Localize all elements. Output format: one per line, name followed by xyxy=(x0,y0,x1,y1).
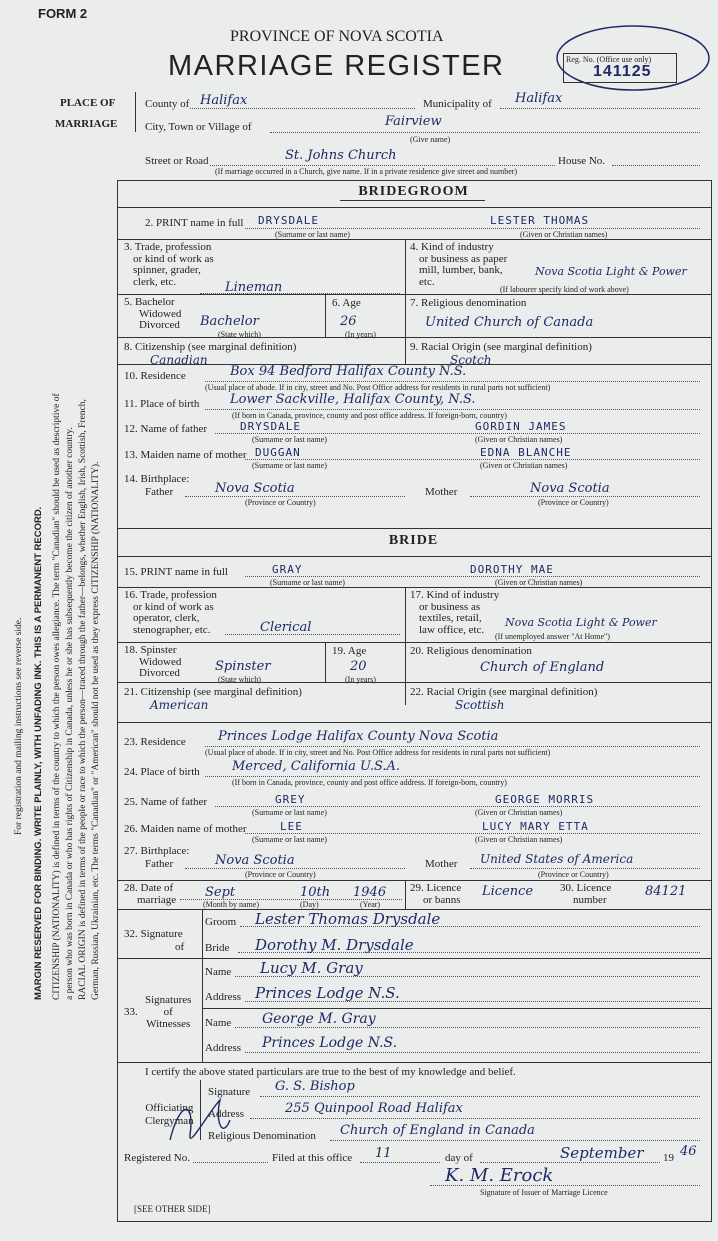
bride-religion-label: 20. Religious denomination xyxy=(410,645,532,657)
groom-citizenship-label: 8. Citizenship (see marginal definition) xyxy=(124,341,297,353)
groom-age-label: 6. Age xyxy=(332,297,361,309)
clergy-flourish xyxy=(160,1080,240,1160)
groom-racial-value: Scotch xyxy=(450,353,492,367)
bride-marital-label: 18. Spinster Widowed Divorced xyxy=(124,644,182,679)
bride-birthplace-note: (If born in Canada, province, county and post office address. If foreign-born, country) xyxy=(232,778,507,787)
marriage-day: 10th xyxy=(300,885,331,900)
bride-age-value: 20 xyxy=(350,659,367,674)
bride-mother-bp-label: Mother xyxy=(425,858,458,870)
street-note: (If marriage occurred in a Church, give name. If in a private residence give street and number) xyxy=(215,167,518,176)
bride-residence-note: (Usual place of abode. If in city, street and No. Post Office address for residents in rural parts not sufficient) xyxy=(205,748,551,757)
groom-marital-note: (State which) xyxy=(218,330,261,339)
groom-birthplace-label: 11. Place of birth xyxy=(124,398,200,410)
licence-number-value: 84121 xyxy=(645,884,687,899)
bride-residence-label: 23. Residence xyxy=(124,736,186,748)
groom-father-surname: DRYSDALE xyxy=(240,420,301,433)
filed-label: Filed at this office xyxy=(272,1152,353,1164)
place-of-label: PLACE OF xyxy=(60,97,116,109)
bride-father-given-note: (Given or Christian names) xyxy=(475,808,563,817)
date-label: 28. Date of marriage xyxy=(124,882,177,906)
groom-residence-value: Box 94 Bedford Halifax County N.S. xyxy=(230,364,467,379)
groom-industry-value: Nova Scotia Light & Power xyxy=(535,265,687,278)
day-of-label: day of xyxy=(445,1152,473,1164)
bride-mother-given: LUCY MARY ETTA xyxy=(482,820,589,833)
bride-residence-value: Princes Lodge Halifax County Nova Scotia xyxy=(218,729,499,744)
form-label: FORM 2 xyxy=(38,6,88,21)
place-brace xyxy=(135,92,141,132)
reg-number-label: Reg. No. (Office use only) xyxy=(566,55,652,64)
groom-citizenship-value: Canadian xyxy=(150,353,208,367)
signature-of-label: 32. Signature xyxy=(124,928,183,940)
bride-age-note: (In years) xyxy=(345,675,376,684)
house-no-label: House No. xyxy=(558,155,606,167)
groom-marital-value: Bachelor xyxy=(200,314,259,329)
bride-father-surname: GREY xyxy=(275,793,306,806)
margin-binding: MARGIN RESERVED FOR BINDING. WRITE PLAINLY, WITH UNFADING INK. THIS IS A PERMANENT RECORD. xyxy=(33,506,44,1000)
city-value: Fairview xyxy=(385,114,442,129)
groom-industry-note: (If labourer specify kind of work above) xyxy=(500,285,629,294)
issuer-signature: K. M. Erock xyxy=(445,1165,554,1186)
groom-father-surname-note: (Surname or last name) xyxy=(252,435,327,444)
w1-name-label: Name xyxy=(205,966,232,978)
bride-heading: BRIDE xyxy=(388,533,439,548)
margin-citizenship-1: CITIZENSHIP (NATIONALITY) is defined in terms of the country to which the person owes allegiance. The term "Canadian" should be used as descriptive of xyxy=(52,393,62,1000)
groom-father-bp-note: (Province or Country) xyxy=(245,498,316,507)
clergy-address: 255 Quinpool Road Halifax xyxy=(285,1101,463,1116)
w1-address-label: Address xyxy=(205,991,242,1003)
licence-banns-value: Licence xyxy=(482,884,534,899)
groom-father-given-note: (Given or Christian names) xyxy=(475,435,563,444)
issuer-label: Signature of Issuer of Marriage Licence xyxy=(480,1188,608,1197)
filed-month: September xyxy=(560,1144,644,1162)
bride-birthplace-label: 24. Place of birth xyxy=(124,766,200,778)
bride-age-label: 19. Age xyxy=(332,645,367,657)
groom-age-note: (In years) xyxy=(345,330,376,339)
groom-father-label: 12. Name of father xyxy=(124,423,208,435)
bridegroom-heading: BRIDEGROOM xyxy=(358,184,469,199)
marriage-year: 1946 xyxy=(353,885,387,900)
groom-residence-note: (Usual place of abode. If in city, street and No. Post Office address for residents in rural parts not sufficient) xyxy=(205,383,551,392)
bride-father-bp-label: Father xyxy=(145,858,174,870)
street-value: St. Johns Church xyxy=(285,148,397,163)
w2-name-label: Name xyxy=(205,1017,232,1029)
municipality-value: Halifax xyxy=(515,91,563,106)
margin-racial-2: German, Russian, Ukrainian, etc. The terms "Canadian" or "American" should not be used as they express CITIZENSHIP (NATIONALITY). xyxy=(91,461,101,1000)
w2-address-label: Address xyxy=(205,1042,242,1054)
filed-day: 11 xyxy=(375,1146,392,1161)
bride-citizenship-value: American xyxy=(150,698,209,712)
bride-religion-value: Church of England xyxy=(480,660,605,675)
bride-industry-value: Nova Scotia Light & Power xyxy=(505,616,657,629)
bride-father-surname-note: (Surname or last name) xyxy=(252,808,327,817)
registered-no-label: Registered No. xyxy=(124,1152,190,1164)
bride-marital-value: Spinster xyxy=(215,659,271,674)
municipality-label: Municipality of xyxy=(423,98,492,110)
groom-age-value: 26 xyxy=(340,314,357,329)
groom-mother-surname: DUGGAN xyxy=(255,446,301,459)
w2-address: Princes Lodge N.S. xyxy=(262,1035,398,1051)
groom-father-bp-label: Father xyxy=(145,486,174,498)
groom-trade-label: 3. Trade, profession or kind of work as spinner, grader, clerk, etc. xyxy=(124,241,214,288)
bride-mother-given-note: (Given or Christian names) xyxy=(475,835,563,844)
signature-of-word: of xyxy=(175,941,185,953)
groom-residence-label: 10. Residence xyxy=(124,370,186,382)
groom-mother-given-note: (Given or Christian names) xyxy=(480,461,568,470)
groom-religion-value: United Church of Canada xyxy=(425,315,594,330)
groom-surname: DRYSDALE xyxy=(258,214,319,227)
bride-industry-note: (If unemployed answer "At Home") xyxy=(495,632,610,641)
officiating-clergyman-label: Officiating Clergyman xyxy=(145,1102,194,1127)
groom-racial-label: 9. Racial Origin (see marginal definition) xyxy=(410,341,592,353)
bride-signature: Dorothy M. Drysdale xyxy=(255,936,414,954)
bride-trade-value: Clerical xyxy=(260,620,312,635)
filed-year: 46 xyxy=(680,1144,697,1159)
bride-name-label: 15. PRINT name in full xyxy=(124,566,228,578)
bride-citizenship-label: 21. Citizenship (see marginal definition) xyxy=(124,686,302,698)
groom-name-label: 2. PRINT name in full xyxy=(145,217,244,229)
groom-parents-birthplace-label: 14. Birthplace: xyxy=(124,473,190,485)
groom-mother-bp-label: Mother xyxy=(425,486,458,498)
page-title: MARRIAGE REGISTER xyxy=(168,50,505,82)
w1-name: Lucy M. Gray xyxy=(260,959,363,977)
bride-trade-label: 16. Trade, profession or kind of work as operator, clerk, stenographer, etc. xyxy=(124,589,217,636)
groom-mother-bp-value: Nova Scotia xyxy=(530,481,610,496)
groom-industry-label: 4. Kind of industry or business as paper mill, lumber, bank, etc. xyxy=(410,241,508,288)
groom-surname-note: (Surname or last name) xyxy=(275,230,350,239)
clergy-signature: G. S. Bishop xyxy=(275,1079,355,1094)
month-note: (Month by name) xyxy=(203,900,259,909)
bride-given-note: (Given or Christian names) xyxy=(495,578,583,587)
margin-racial-1: RACIAL ORIGIN is defined in terms of the people or race to which the person—traced through the father—belongs, whether English, Irish, Scottish, French, xyxy=(78,399,88,1000)
bride-birthplace-value: Merced, California U.S.A. xyxy=(232,759,401,774)
groom-mother-surname-note: (Surname or last name) xyxy=(252,461,327,470)
licence-banns-label: 29. Licence or banns xyxy=(410,882,462,906)
margin-citizenship-2: a person who was born in Canada or who has rights of Citizenship in Canada, unless he or she has subsequently become the citizen of another country. xyxy=(65,427,75,1000)
bride-racial-value: Scottish xyxy=(455,698,505,712)
clergy-religion-label: Religious Denomination xyxy=(208,1130,316,1142)
street-label: Street or Road xyxy=(145,155,209,167)
county-value: Halifax xyxy=(200,93,248,108)
licence-number-label: 30. Licence number xyxy=(560,882,612,906)
witnesses-label: Signatures of Witnesses xyxy=(145,994,192,1030)
bride-sig-label: Bride xyxy=(205,942,230,954)
bride-mother-surname-note: (Surname or last name) xyxy=(252,835,327,844)
bride-industry-label: 17. Kind of industry or business as textiles, retail, law office, etc. xyxy=(410,589,500,636)
city-label: City, Town or Village of xyxy=(145,121,252,133)
groom-father-given: GORDIN JAMES xyxy=(475,420,567,433)
w2-name: George M. Gray xyxy=(262,1011,376,1027)
clergy-religion: Church of England in Canada xyxy=(340,1123,535,1138)
bride-surname-note: (Surname or last name) xyxy=(270,578,345,587)
bride-father-bp-note: (Province or Country) xyxy=(245,870,316,879)
bride-mother-label: 26. Maiden name of mother xyxy=(124,823,247,835)
bride-parents-birthplace-label: 27. Birthplace: xyxy=(124,845,190,857)
bride-mother-surname: LEE xyxy=(280,820,303,833)
groom-birthplace-value: Lower Sackville, Halifax County, N.S. xyxy=(230,392,476,407)
see-other-side: [SEE OTHER SIDE] xyxy=(134,1204,211,1214)
day-note: (Day) xyxy=(300,900,319,909)
margin-instructions: For registration and mailing instructions see reverse side. xyxy=(14,617,24,835)
groom-signature: Lester Thomas Drysdale xyxy=(255,910,441,928)
marriage-label: MARRIAGE xyxy=(55,118,118,130)
bride-surname: GRAY xyxy=(272,563,303,576)
reg-number-value: 141125 xyxy=(593,63,652,80)
year-prefix: 19 xyxy=(663,1152,674,1164)
groom-mother-label: 13. Maiden name of mother xyxy=(124,449,247,461)
w1-address: Princes Lodge N.S. xyxy=(255,984,400,1002)
groom-given-note: (Given or Christian names) xyxy=(520,230,608,239)
give-name-note: (Give name) xyxy=(410,135,451,144)
groom-given: LESTER THOMAS xyxy=(490,214,590,227)
bride-mother-bp-note: (Province or Country) xyxy=(538,870,609,879)
certify-statement: I certify the above stated particulars are true to the best of my knowledge and belief. xyxy=(145,1066,516,1078)
province-title: PROVINCE OF NOVA SCOTIA xyxy=(230,28,444,45)
groom-father-bp-value: Nova Scotia xyxy=(215,481,295,496)
bride-given: DOROTHY MAE xyxy=(470,563,554,576)
bride-father-label: 25. Name of father xyxy=(124,796,208,808)
bride-marital-note: (State which) xyxy=(218,675,261,684)
bride-mother-bp-value: United States of America xyxy=(480,852,634,866)
groom-marital-label: 5. Bachelor Widowed Divorced xyxy=(124,296,182,331)
bride-father-given: GEORGE MORRIS xyxy=(495,793,595,806)
clergy-sig-label: Signature xyxy=(208,1086,251,1098)
groom-trade-value: Lineman xyxy=(225,280,283,295)
witnesses-number: 33. xyxy=(124,1006,138,1018)
bride-racial-label: 22. Racial Origin (see marginal definition) xyxy=(410,686,598,698)
year-note: (Year) xyxy=(360,900,381,909)
groom-mother-given: EDNA BLANCHE xyxy=(480,446,572,459)
groom-mother-bp-note: (Province or Country) xyxy=(538,498,609,507)
groom-sig-label: Groom xyxy=(205,916,237,928)
groom-birthplace-note: (If born in Canada, province, county and post office address. If foreign-born, country) xyxy=(232,411,507,420)
groom-religion-label: 7. Religious denomination xyxy=(410,297,527,309)
clergy-address-label: Address xyxy=(208,1108,245,1120)
county-label: County of xyxy=(145,98,190,110)
bride-father-bp-value: Nova Scotia xyxy=(215,853,295,868)
marriage-month: Sept xyxy=(205,885,236,900)
